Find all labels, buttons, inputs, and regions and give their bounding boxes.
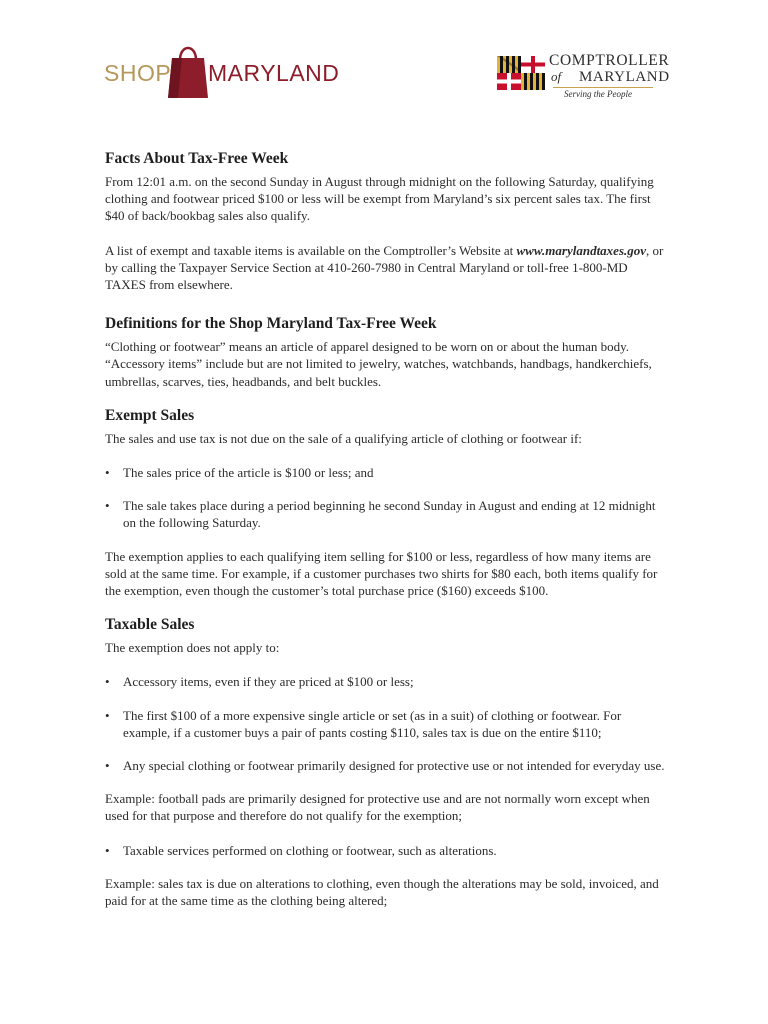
facts-paragraph-2: [105, 242, 665, 294]
shopping-bag-icon: [168, 40, 208, 100]
website-link[interactable]: www.marylandtaxes.gov: [516, 242, 647, 258]
list-item: • Taxable services performed on clothing or footwear, such as alterations.: [105, 842, 665, 859]
comptroller-state: MARYLAND: [579, 69, 670, 85]
exempt-intro: The sales and use tax is not due on the sale of a qualifying article of clothing or footwear if:: [105, 430, 582, 446]
logo-maryland-word: MARYLAND: [208, 60, 340, 86]
taxable-intro: The exemption does not apply to:: [105, 640, 280, 656]
comptroller-tagline: Serving the People: [564, 89, 632, 99]
comptroller-logo: [497, 52, 670, 104]
exempt-paragraph: The exemption applies to each qualifying item selling for $100 or less, regardless of how many items are sold at the same time. For example, if a customer purchases two shirts for $80 each, both items qualify for the exemption, even though the customer’s total purchase price ($160) exceeds $100.: [105, 548, 658, 599]
taxable-list: [105, 673, 665, 774]
exempt-list: [105, 464, 665, 532]
exempt-heading: Exempt Sales: [105, 406, 195, 424]
comptroller-title: COMPTROLLER: [549, 52, 670, 69]
comptroller-of: of: [551, 69, 562, 84]
facts-paragraph-2-prefix: A list of exempt and taxable items is available on the Comptroller’s Website at: [105, 242, 517, 258]
shop-maryland-logo: [104, 40, 344, 102]
logo-underline: [553, 87, 653, 88]
list-item: • The sale takes place during a period beginning he second Sunday in August and ending at 12 midnight on the following Saturday.: [105, 497, 665, 531]
definitions-heading: Definitions for the Shop Maryland Tax-Free Week: [105, 315, 437, 333]
taxable-example-2: Example: sales tax is due on alterations to clothing, even though the alterations may be sold, invoiced, and paid for at the same time as the clothing being altered;: [105, 875, 659, 909]
facts-paragraph-2-suffix: , or by calling the Taxpayer Service Section at 410-260-7980 in Central Maryland or toll-free 1-800-MD TAXES from elsewhere.: [105, 242, 664, 293]
list-item: • The sales price of the article is $100 or less; and: [105, 464, 665, 481]
list-item: • Any special clothing or footwear primarily designed for protective use or not intended for everyday use.: [105, 757, 665, 774]
taxable-example-1: Example: football pads are primarily designed for protective use and are not normally worn except when used for that purpose and therefore do not qualify for the exemption;: [105, 791, 650, 824]
facts-heading: Facts About Tax-Free Week: [105, 150, 289, 167]
taxable-list-2: [105, 842, 665, 859]
list-item: • The first $100 of a more expensive single article or set (as in a suit) of clothing or footwear. For example, if a customer buys a pair of pants costing $110, sales tax is due on the entire $110;: [105, 707, 665, 741]
list-item: • Accessory items, even if they are priced at $100 or less;: [105, 673, 665, 690]
maryland-flag-icon: [497, 56, 545, 90]
logo-shop-word: SHOP: [104, 60, 172, 86]
facts-paragraph-1: From 12:01 a.m. on the second Sunday in August through midnight on the following Saturday, qualifying clothing and footwear priced $100 or less will be exempt from Maryland’s six percent sales tax. The first $40 of back/bookbag sales also qualify.: [105, 174, 654, 224]
document-body: [105, 150, 665, 926]
definitions-paragraph: “Clothing or footwear” means an article of apparel designed to be worn on or about the human body. “Accessory items” include but are not limited to jewelry, watches, watchbands, handbags, handkerchiefs, umbrellas, scarves, ties, headbands, and belt buckles.: [105, 339, 652, 389]
taxable-heading: Taxable Sales: [105, 616, 195, 634]
